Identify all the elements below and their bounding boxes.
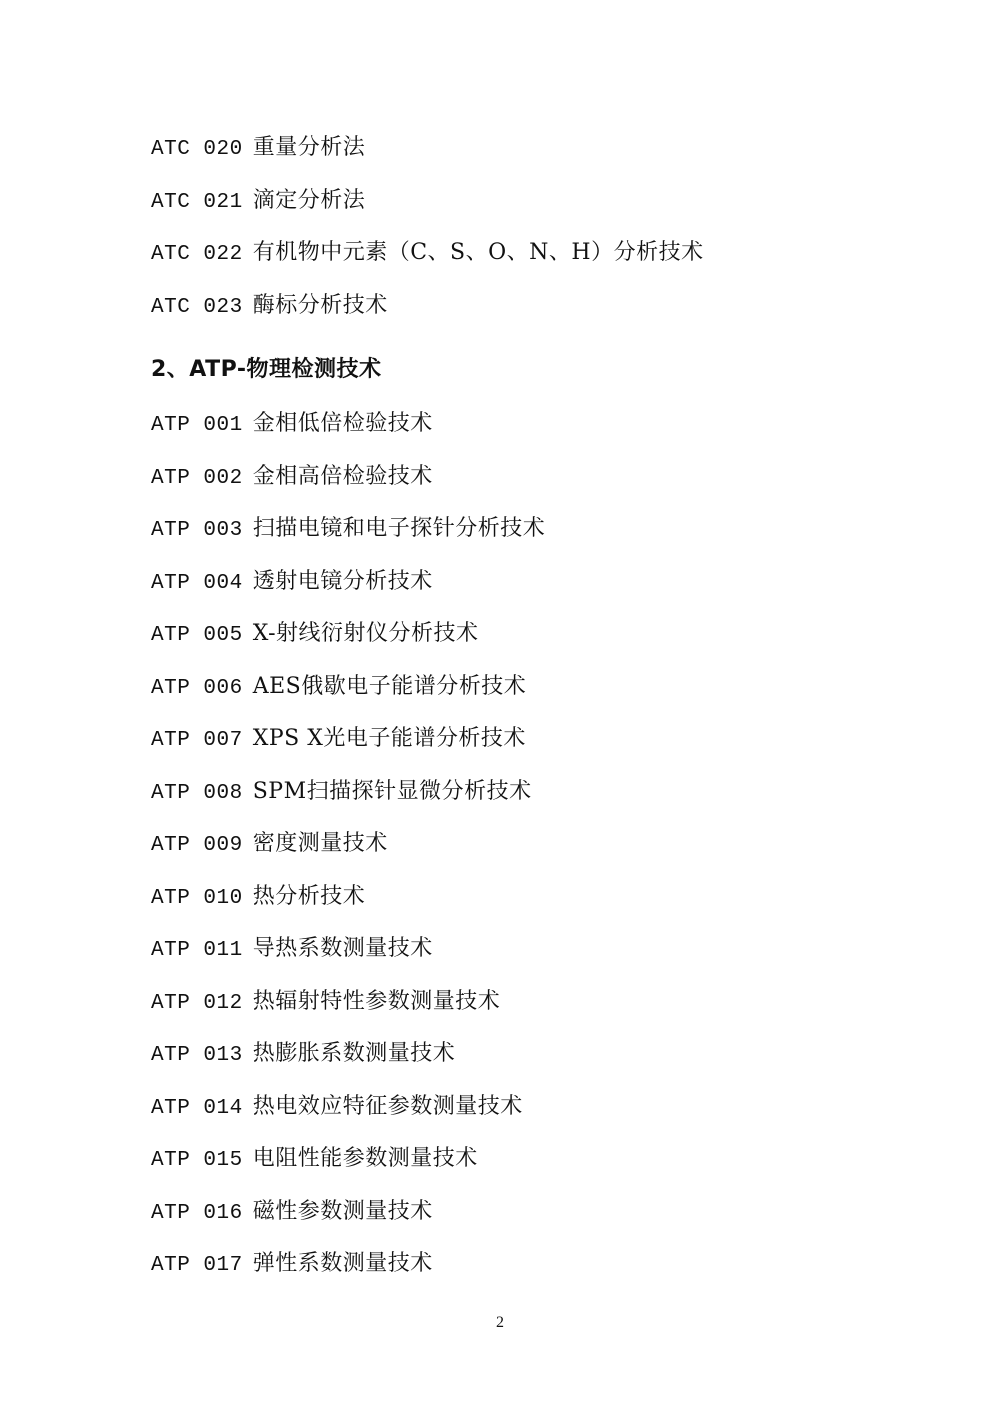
- list-item-atc-022: [151, 231, 911, 284]
- list-item-atc-020: [151, 126, 911, 179]
- item-code: ATP 016: [151, 1201, 243, 1225]
- item-title: 滴定分析法: [252, 187, 366, 213]
- list-item-atp-006: [151, 665, 911, 718]
- item-code: ATC 021: [151, 190, 243, 214]
- item-title: 密度测量技术: [252, 831, 388, 856]
- item-title: 热膨胀系数测量技术: [252, 1041, 456, 1066]
- list-item-atc-021: [151, 179, 911, 232]
- item-title: 有机物中元素（C、S、O、N、H）分析技术: [252, 240, 704, 265]
- item-title: SPM扫描探针显微分析技术: [252, 778, 532, 804]
- list-item-atp-008: [151, 770, 911, 823]
- item-title: 透射电镜分析技术: [252, 568, 433, 594]
- item-code: ATC 022: [151, 243, 243, 266]
- item-code: ATP 007: [151, 729, 243, 752]
- item-code: ATP 008: [151, 781, 243, 805]
- item-code: ATP 009: [151, 834, 243, 857]
- item-title: X-射线衍射仪分析技术: [252, 621, 479, 646]
- item-title: 热电效应特征参数测量技术: [252, 1093, 523, 1119]
- list-item-atp-017: [151, 1242, 911, 1295]
- list-item-atp-014: [151, 1085, 911, 1138]
- list-item-atp-003: [151, 507, 911, 560]
- item-code: ATP 015: [151, 1149, 243, 1172]
- list-item-atc-023: [151, 284, 911, 337]
- list-item-atp-015: [151, 1137, 911, 1190]
- item-title: 弹性系数测量技术: [252, 1251, 433, 1276]
- item-code: ATC 020: [151, 138, 243, 161]
- item-title: 金相低倍检验技术: [252, 411, 433, 436]
- item-code: ATP 002: [151, 466, 243, 490]
- item-code: ATP 011: [151, 939, 243, 962]
- item-title: 金相高倍检验技术: [252, 463, 433, 489]
- list-item-atp-016: [151, 1190, 911, 1243]
- list-item-atp-010: [151, 875, 911, 928]
- list-item-atp-013: [151, 1032, 911, 1085]
- list-item-atp-004: [151, 560, 911, 613]
- item-title: 电阻性能参数测量技术: [252, 1146, 478, 1171]
- item-code: ATP 003: [151, 519, 243, 542]
- section-heading-atp: 2、ATP-物理检测技术: [151, 357, 382, 382]
- item-code: ATP 010: [151, 886, 243, 910]
- page-number: 2: [496, 1314, 504, 1331]
- item-title: AES俄歇电子能谱分析技术: [252, 673, 527, 699]
- item-code: ATP 004: [151, 571, 243, 595]
- item-title: 热辐射特性参数测量技术: [252, 988, 501, 1014]
- item-code: ATP 005: [151, 624, 243, 647]
- item-title: 重量分析法: [252, 135, 366, 160]
- item-code: ATP 014: [151, 1096, 243, 1120]
- item-code: ATP 017: [151, 1254, 243, 1277]
- list-item-atp-007: [151, 717, 911, 770]
- item-title: 热分析技术: [252, 883, 366, 909]
- list-item-atp-002: [151, 455, 911, 508]
- item-code: ATP 006: [151, 676, 243, 700]
- list-item-atp-001: [151, 402, 911, 455]
- item-title: 酶标分析技术: [252, 292, 388, 318]
- item-title: XPS X光电子能谱分析技术: [252, 726, 526, 751]
- list-item-atp-005: [151, 612, 911, 665]
- list-item-atp-011: [151, 927, 911, 980]
- item-title: 扫描电镜和电子探针分析技术: [252, 516, 546, 541]
- list-item-atp-009: [151, 822, 911, 875]
- list-item-atp-012: [151, 980, 911, 1033]
- item-code: ATP 013: [151, 1044, 243, 1067]
- page-content: [151, 126, 911, 1295]
- item-code: ATP 012: [151, 991, 243, 1015]
- item-code: ATP 001: [151, 414, 243, 437]
- item-title: 磁性参数测量技术: [252, 1198, 433, 1224]
- item-title: 导热系数测量技术: [252, 936, 433, 961]
- item-code: ATC 023: [151, 295, 243, 319]
